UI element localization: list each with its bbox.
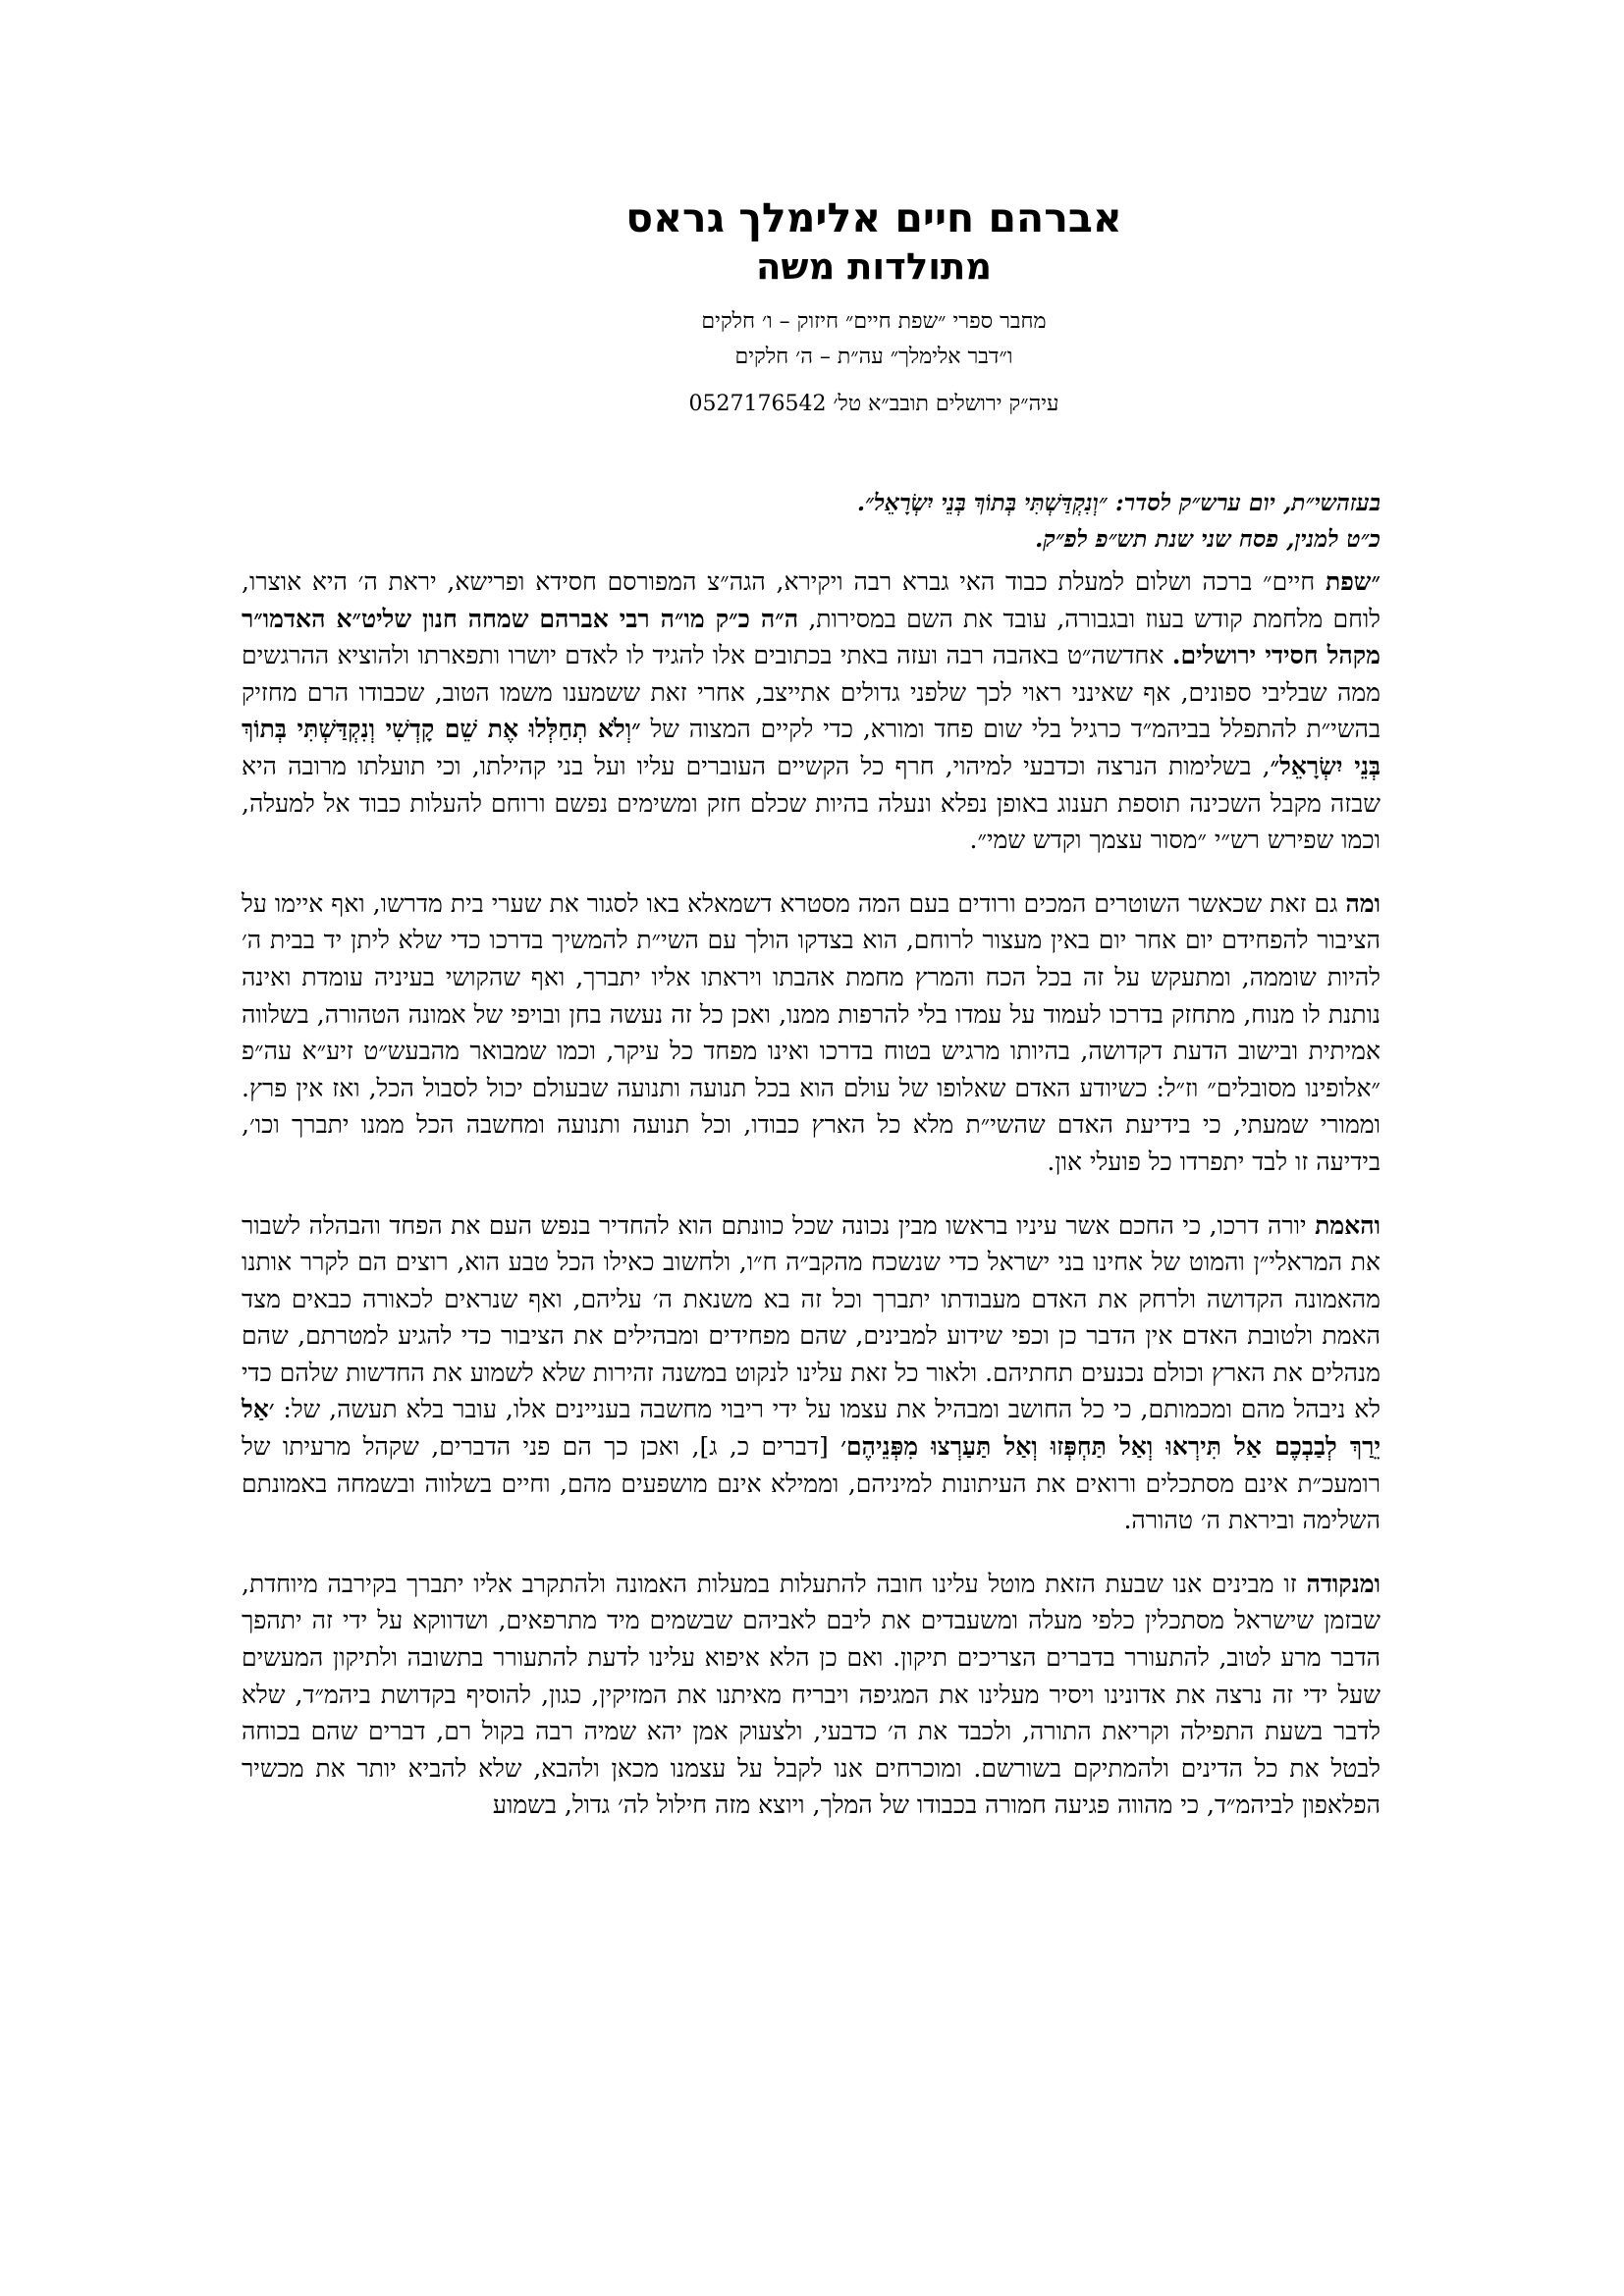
- paragraph-3: [242, 1207, 1380, 1539]
- paragraph-3-text-a: יורה דרכו, כי החכם אשר עיניו בראשו מבין נכונה שכל כוונתם הוא להחדיר בנפש העם את הפחד והבהלה לשבור את המראלי״ן והמוט של אחינו בני ישראל כדי שנשכח מהקב״ה ח״ו, ולחשוב כאילו הכל טבע הוא, רוצים הם לקרר אותנו מהאמונה הקדושה ולרחק את האדם מעבודתו יתברך וכל זה בא משנאת ה׳ עליהם, ואף שנראים לכאורה כבאים מצד האמת ולטובת האדם אין הדבר כן וכפי שידוע למבינים, שהם מפחידים ומבהילים את הציבור כדי להגיע למטרתם, שהם מנהלים את הארץ וכולם נכנעים תחתיהם. ולאור כל זאת עלינו לנקוט במשנה זהירות שלא לשמוע את החדשות שלהם כדי לא ניבהל מהם ומכמותם, כי כל החושב ומבהיל את עצמו על ידי ריבוי מחשבה בעניינים אלו, עובר בלא תעשה, של:: [242, 1210, 1380, 1424]
- verse-quote-2: ׳אַל יֵרַךְ לְבַבְכֶם אַל תִּירְאוּ וְאַל תַּחְפְּזוּ וְאַל תַּעַרְצוּ מִפְּנֵיהֶם׳: [242, 1395, 1380, 1462]
- paragraph-4-lead: ומנקודה: [1306, 1569, 1380, 1598]
- paragraph-2: [242, 885, 1380, 1181]
- books-line-1: מחבר ספרי ״שפת חיים״ חיזוק – ו׳ חלקים: [701, 309, 1047, 334]
- paragraph-1-text-b: אחדשה״ט באהבה רבה ועזה באתי בכתובים אלו להגיד לו לאדם יושרו ותפארתו ולהוציא ההרגשים ממה שבליבי ספונים, אף שאינני ראוי לכך שלפני גדולים אתייצב, אחרי זאת ששמענו משמו הטוב, שכבודו הרם מחזיק בהשי״ת להתפלל בביהמ״ד כרגיל בלי שום פחד ומורא, כדי לקיים המצוה של: [242, 641, 1380, 744]
- dateline-line-2: כ״ט למנין, פסח שני שנת תש״פ לפ״ק.: [1035, 525, 1380, 553]
- author-lineage: מתולדות משה: [756, 245, 992, 288]
- paragraph-4-text: זו מבינים אנו שבעת הזאת מוטל עלינו חובה להתעלות במעלות האמונה ולהתקרב אליו יתברך בקירבה מיוחדת, שבזמן שישראל מסתכלין כלפי מעלה ומשעבדים את ליבם לאביהם שבשמים מיד מתרפאים, ושדווקא על ידי זה יתהפך הדבר מרע לטוב, להתעורר בדברים הצריכים תיקון. ואם כן הלא איפוא עלינו לדעת להתעורר בתשובה ולתיקון המעשים שעל ידי זה נרצה את אדונינו ויסיר מעלינו את המגיפה ויבריח מאיתנו את המזיקין, כגון, להוסיף בקדושת ביהמ״ד, שלא לדבר בשעת התפילה וקריאת התורה, ולכבד את ה׳ כדבעי, ולצעוק אמן יהא שמיה רבה בקול רם, דברים שהם בכוחה לבטל את כל הדינים ולהמתיקם בשורשם. ומוכרחים אנו לקבל על עצמנו מכאן ולהבא, שלא להביא יותר את מכשיר הפלאפון לביהמ״ד, כי מהווה פגיעה חמורה בכבודו של המלך, ויוצא מזה חילול לה׳ גדול, בשמוע: [242, 1569, 1380, 1820]
- author-books: [373, 304, 1375, 375]
- paragraph-3-lead: והאמת: [1315, 1210, 1380, 1240]
- books-line-2: ו״דבר אלימלך״ עה״ת – ה׳ חלקים: [734, 345, 1013, 369]
- dateline-line-1: בעזהשי״ת, יום ערש״ק לסדר: ״וְנִקְדַּשְׁתִּי בְּתוֹךְ בְּנֵי יִשְׂרָאֵל״.: [856, 489, 1380, 516]
- paragraph-1-text-a: חיים״ ברכה ושלום למעלת כבוד האי גברא רבה ויקירא, הגה״צ המפורסם חסידא ופרישא, יראת ה׳ היא אוצרו, לוחם מלחמת קודש בעוז ובגבורה, עובד את השם במסירות,: [242, 567, 1380, 633]
- paragraph-1-text-c: , בשלימות הנרצה וכדבעי למיהוי, חרף כל הקשיים העוברים עליו ועל בני קהילתו, וכי תועלתו מרובה היא שבזה מקבל השכינה תוספת תענוג באופן נפלא ונעלה בהיות שכלם חזק ומשימים נפשם ורוחם להעלות כבוד אל למעלה, וכמו שפירש רש״י ״מסור עצמך וקדש שמי״.: [242, 751, 1380, 855]
- author-name: אברהם חיים אלימלך גראס: [625, 194, 1122, 241]
- paragraph-4: [242, 1566, 1380, 1824]
- paragraph-2-lead: ומה: [1345, 888, 1380, 918]
- rabbi-name: ה״ה כ״ק מו״ה רבי אברהם שמחה חנון שליט״א האדמו״ר מקהל חסידי ירושלים.: [242, 604, 1380, 670]
- dateline: [242, 485, 1380, 558]
- paragraph-3-text-b: [דברים כ, ג], ואכן כך הם פני הדברים, שקהל מרעיתו של רומעכ״ת אינם מסתכלים ורואים את העיתונות למיניהם, וממילא אינם מושפעים מהם, וחיים בשלווה ובשמחה באמונתם השלימה וביראת ה׳ טהורה.: [242, 1432, 1380, 1535]
- address-line: עיה״ק ירושלים תובב״א טל׳ 0527176542: [688, 392, 1059, 416]
- letterhead: [373, 192, 1375, 422]
- verse-quote-1: ״וְלֹא תְחַלְּלוּ אֶת שֵׁם קָדְשִׁי וְנִקְדַּשְׁתִּי בְּתוֹךְ בְּנֵי יִשְׂרָאֵל״: [242, 715, 1380, 780]
- letter-body: [242, 563, 1380, 1850]
- paragraph-1: [242, 563, 1380, 859]
- paragraph-2-text: גם זאת שכאשר השוטרים המכים ורודים בעם המה מסטרא דשמאלא באו לסגור את שערי בית מדרשו, ואף איימו על הציבור להפחידם יום אחר יום באין מעצור לרוחם, הוא בצדקו הולך עם השי״ת להמשיך בדרכו כדי שלא ליתן יד בבית ה׳ להיות שוממה, ומתעקש על זה בכל הכח והמרץ מחמת אהבתו ויראתו אליו יתברך, ואף שהקושי בעיניה עומדת ואינה נותנת לו מנוח, מתחזק בדרכו לעמוד על עמדו בלי להרפות ממנו, ואכן כל זה נעשה בחן ובויפי של אמונה הטהורה, בשלווה אמיתית ובישוב הדעת דקדושה, בהיותו מרגיש בטוח בדרכו ואינו מפחד כל עיקר, וכמו שמבואר מהבעש״ט זיע״א עה״פ ״אלופינו מסובלים״ וז״ל: כשיודע האדם שאלופו של עולם הוא בכל תנועה ותנועה שבעולם יכול לסבול הכל, ואז אין פרץ. וממורי שמעתי, כי בידיעת האדם שהשי״ת מלא כל הארץ כבודו, וכל תנועה ותנועה ומחשבה הכל ממנו יתברך וכו׳, בידיעה זו לבד יתפרדו כל פועלי און.: [242, 888, 1380, 1176]
- paragraph-1-lead: ״שפת: [1325, 567, 1380, 596]
